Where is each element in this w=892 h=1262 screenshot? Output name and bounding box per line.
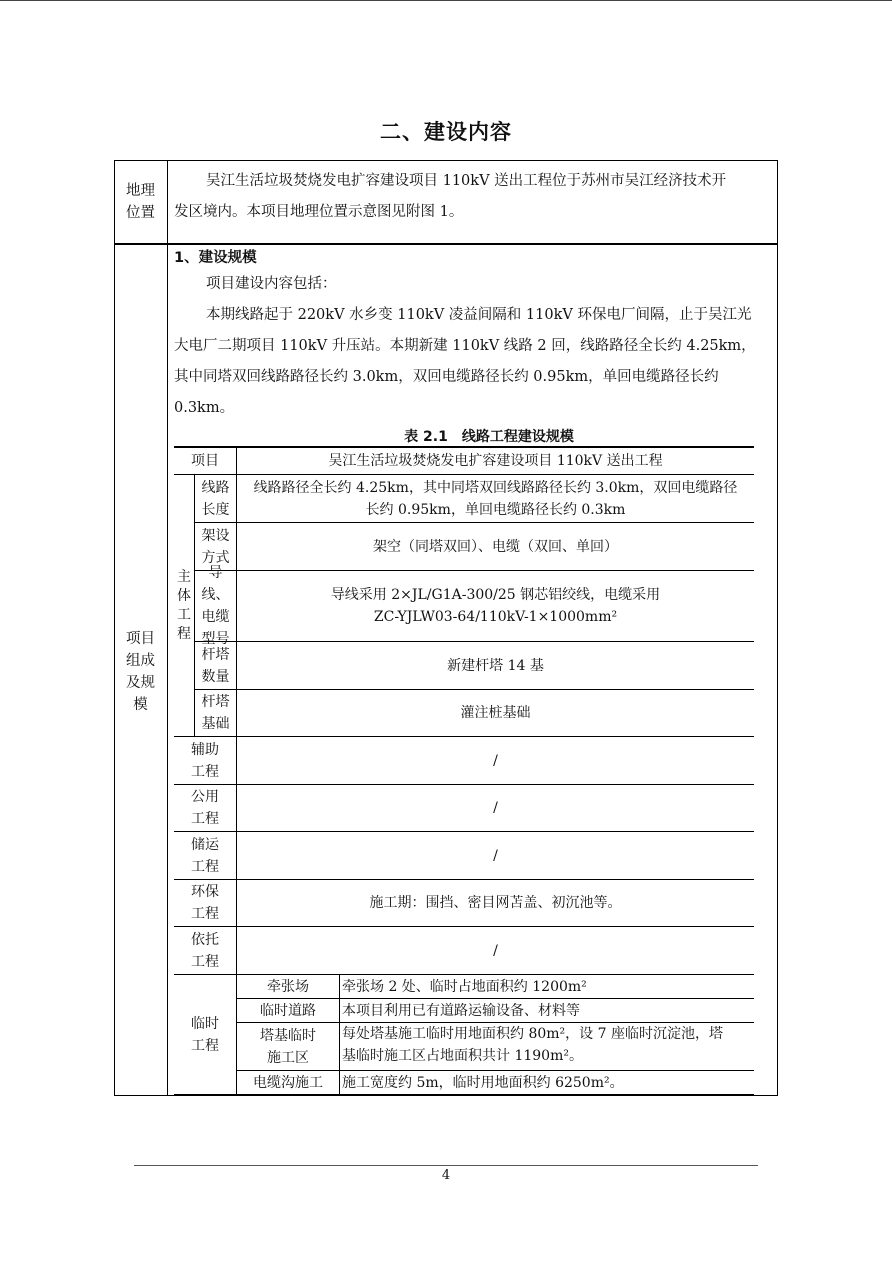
project-description: 项目建设内容包括： 本期线路起于 220kV 水乡变 110kV 凌益间隔和 110kV 环保电厂间隔，止于吴江光 大电厂二期项目 110kV 升压站。本期新建 110kV 线路 2 回，线路路径全长约 4.25km， 其中同塔双回线路路径长约 3.0km，双回电缆路径长约 0.95km，单回电缆路径长约 0.3km。 (174, 276, 756, 416)
row-value-dependent: / (493, 942, 498, 959)
row-label-tower-foundation: 杆塔 基础 (201, 694, 230, 732)
location-text: 吴江生活垃圾焚烧发电扩容建设项目 110kV 送出工程位于苏州市吴江经济技术开 发区境内。本项目地理位置示意图见附图 1。 (174, 173, 727, 220)
row-label-auxiliary: 辅助 工程 (191, 741, 219, 780)
top-border (0, 0, 892, 1)
row-label-tower-count: 杆塔 数量 (201, 646, 230, 685)
table-bottom-rule (174, 1094, 754, 1096)
row-label-line-length: 线路 长度 (201, 479, 230, 518)
temp-label-road: 临时道路 (260, 1002, 316, 1019)
row-divider-location (114, 243, 778, 245)
footer-rule (134, 1165, 758, 1166)
row-value-line-length: 线路路径全长约 4.25km，其中同塔双回线路路径长约 3.0km，双回电缆路径 长约 0.95km，单回电缆路径长约 0.3km (253, 479, 738, 518)
table-header-project: 吴江生活垃圾焚烧发电扩容建设项目 110kV 送出工程 (328, 452, 663, 469)
temp-value-road: 本项目利用已有道路运输设备、材料等 (342, 1002, 580, 1019)
row-label-public: 公用 工程 (191, 789, 219, 827)
location-label: 地理 位置 (126, 183, 155, 221)
project-label: 项目 组成 及规 模 (126, 631, 155, 713)
row-value-tower-count: 新建杆塔 14 基 (447, 657, 544, 674)
row-value-auxiliary: / (493, 752, 498, 769)
row-label-conductor: 导线、 电缆 型号 (201, 565, 230, 647)
row-label-dependent: 依托 工程 (191, 931, 219, 970)
temp-value-cable-trench: 施工宽度约 5m，临时用地面积约 6250m²。 (342, 1074, 624, 1091)
row-label-environmental: 环保 工程 (191, 884, 219, 922)
scale-subheading: 1、建设规模 (174, 250, 257, 266)
row-value-tower-foundation: 灌注桩基础 (460, 705, 531, 721)
temp-value-tension-site: 牵张场 2 处、临时占地面积约 1200m² (342, 978, 587, 995)
row-label-erection: 架设 方式 (201, 527, 230, 566)
row-value-storage: / (493, 847, 498, 864)
temporary-works-label: 临时 工程 (191, 1015, 219, 1054)
row-value-erection: 架空（同塔双回）、电缆（双回、单回） (373, 538, 618, 555)
row-label-storage: 储运 工程 (191, 836, 219, 875)
temp-value-tower-area: 每处塔基施工临时用地面积约 80m²，设 7 座临时沉淀池，塔 基临时施工区占地面积共计 1190m²。 (342, 1026, 723, 1064)
temp-label-tension-site: 牵张场 (267, 978, 309, 995)
table-header-item: 项目 (191, 452, 219, 469)
table-caption: 表 2.1 线路工程建设规模 (404, 429, 574, 445)
temp-label-cable-trench: 电缆沟施工 (253, 1074, 323, 1091)
section-title: 二、建设内容 (380, 120, 512, 144)
page-number: 4 (441, 1168, 451, 1183)
row-value-public: / (493, 800, 498, 816)
row-value-environmental: 施工期：围挡、密目网苫盖、初沉池等。 (369, 895, 622, 911)
label-column-divider (167, 160, 168, 1096)
temp-label-tower-area: 塔基临时 施工区 (260, 1027, 316, 1066)
main-works-label: 主 体 工 程 (177, 569, 191, 642)
row-value-conductor: 导线采用 2×JL/G1A-300/25 钢芯铝绞线，电缆采用 ZC-YJLW03-64/110kV-1×1000mm² (330, 587, 661, 625)
